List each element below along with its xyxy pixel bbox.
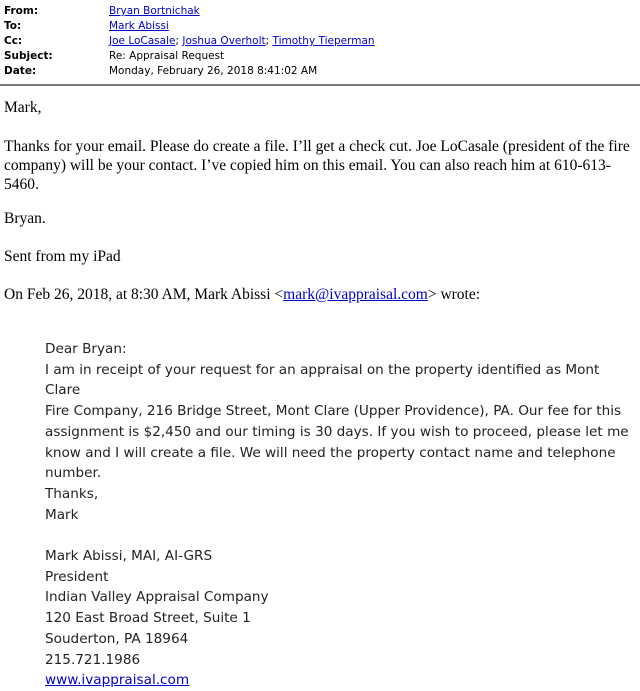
subject-value: Re: Appraisal Request <box>109 50 225 62</box>
quoted-greeting: Dear Bryan: <box>45 341 127 357</box>
signature-company: Indian Valley Appraisal Company <box>45 589 269 606</box>
sent-from-line: Sent from my iPad <box>4 248 121 265</box>
quoted-line: Fire Company, 216 Bridge Street, Mont Clare (Upper Providence), PA. Our fee for this <box>45 403 622 420</box>
signature-address-line: Souderton, PA 18964 <box>45 630 189 647</box>
cc-label: Cc: <box>4 35 23 47</box>
cc-row <box>4 34 636 49</box>
quoted-line: number. <box>45 465 102 482</box>
subject-row <box>4 49 636 64</box>
quoted-thanks: Thanks, <box>45 485 99 502</box>
cc-link-joe[interactable]: Joe LoCasale <box>109 35 176 47</box>
quoted-name: Mark <box>45 506 79 523</box>
to-link[interactable]: Mark Abissi <box>109 20 169 32</box>
email-header <box>4 4 636 79</box>
spacer <box>45 525 630 546</box>
to-row <box>4 19 636 34</box>
signature-name: Mark Abissi, MAI, AI-GRS <box>45 548 213 565</box>
reply-body: Thanks for your email. Please do create a file. I’ll get a check cut. Joe LoCasale (president of the fire company) will be your contact. I’ve copied him on this email. You can also reach him at 610-613-5460. <box>4 138 630 193</box>
sender-email-link[interactable]: mark@ivappraisal.com <box>283 286 428 303</box>
cc-separator: ; <box>265 35 273 47</box>
reply-signoff: Bryan. <box>4 210 46 227</box>
cc-link-joshua[interactable]: Joshua Overholt <box>182 35 266 47</box>
subject-label: Subject: <box>4 50 53 62</box>
date-value: Monday, February 26, 2018 8:41:02 AM <box>109 65 318 77</box>
date-label: Date: <box>4 65 37 77</box>
date-row <box>4 64 636 79</box>
signature-website-link[interactable]: www.ivappraisal.com <box>45 672 190 689</box>
from-row <box>4 4 636 19</box>
from-label: From: <box>4 5 39 17</box>
from-link[interactable]: Bryan Bortnichak <box>109 5 200 17</box>
cc-link-timothy[interactable]: Timothy Tieperman <box>272 35 375 47</box>
signature-address-line: 120 East Broad Street, Suite 1 <box>45 610 251 627</box>
header-divider <box>0 84 640 86</box>
quoted-line: assignment is $2,450 and our timing is 30 days. If you wish to proceed, please let me <box>45 423 629 440</box>
quoted-message <box>45 339 630 691</box>
quote-intro: On Feb 26, 2018, at 8:30 AM, Mark Abissi <mark@ivappraisal.com> wrote: <box>4 286 481 303</box>
quoted-line: I am in receipt of your request for an appraisal on the property identified as Mont Clare <box>45 361 600 399</box>
signature-phone: 215.721.1986 <box>45 651 141 668</box>
quoted-line: know and I will create a file. We will need the property contact name and telephone <box>45 444 616 461</box>
signature-title: President <box>45 568 109 585</box>
to-label: To: <box>4 20 22 32</box>
reply-greeting: Mark, <box>4 99 42 116</box>
cc-separator: ; <box>175 35 183 47</box>
